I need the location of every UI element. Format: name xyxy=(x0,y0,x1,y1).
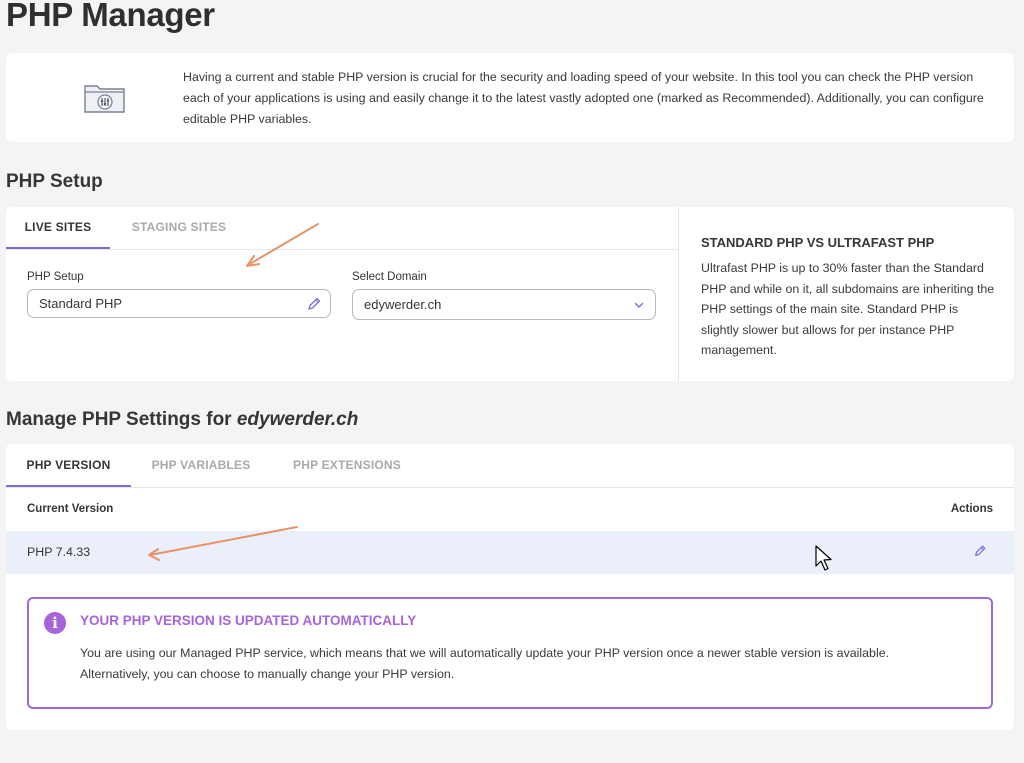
tab-php-version[interactable]: PHP VERSION xyxy=(6,444,131,487)
column-actions: Actions xyxy=(950,503,993,515)
tab-staging-sites[interactable]: STAGING SITES xyxy=(131,220,227,234)
manage-php-title-domain: edywerder.ch xyxy=(236,409,359,430)
notice-text: You are using our Managed PHP service, which means that we will automatically update your PHP version once a newer stable version is available. Alternatively, you can choose to manually change your PHP version. xyxy=(80,646,890,681)
manage-php-title xyxy=(6,409,358,431)
php-settings-tabs xyxy=(6,444,1014,488)
php-info-text: Ultrafast PHP is up to 30% faster than the Standard PHP and while on it, all subdomains are inheriting the PHP settings of the main site. Standard PHP is slightly slower but allows for per instance PHP management. xyxy=(701,261,995,358)
tab-live-sites[interactable]: LIVE SITES xyxy=(6,207,110,249)
select-domain-dropdown[interactable] xyxy=(352,289,656,320)
php-setup-field[interactable] xyxy=(27,289,331,318)
php-setup-panel xyxy=(6,207,678,381)
page-title: PHP Manager xyxy=(6,0,215,33)
php-info-panel xyxy=(678,207,1015,381)
column-current-version: Current Version xyxy=(27,503,114,515)
php-setup-value: Standard PHP xyxy=(39,296,123,311)
table-row xyxy=(6,531,1014,574)
intro-card xyxy=(6,53,1014,142)
table-header xyxy=(6,487,1014,531)
folder-sliders-icon xyxy=(82,81,128,115)
edit-version-icon[interactable] xyxy=(973,544,987,558)
intro-text: Having a current and stable PHP version is crucial for the security and loading speed of your website. In this tool you can check the PHP version each of your applications is using and easily change it to the latest vastly adopted one (marked as Recommended). Additionally, you can configure editable PHP variables. xyxy=(183,70,984,126)
php-setup-label: PHP Setup xyxy=(27,271,84,283)
tab-php-variables[interactable]: PHP VARIABLES xyxy=(151,458,251,472)
notice-title: YOUR PHP VERSION IS UPDATED AUTOMATICALLY xyxy=(80,613,417,628)
select-domain-value: edywerder.ch xyxy=(364,297,442,312)
php-info-title: STANDARD PHP VS ULTRAFAST PHP xyxy=(701,235,935,250)
php-setup-card xyxy=(6,207,1014,381)
manage-php-title-prefix: Manage PHP Settings for xyxy=(6,409,237,430)
chevron-down-icon xyxy=(631,297,647,313)
manage-php-card xyxy=(6,444,1014,730)
tab-php-extensions[interactable]: PHP EXTENSIONS xyxy=(293,458,401,472)
pencil-icon[interactable] xyxy=(306,296,322,312)
site-type-tabs xyxy=(6,207,678,250)
auto-update-notice xyxy=(27,597,993,709)
php-version-value: PHP 7.4.33 xyxy=(27,545,91,559)
info-icon: i xyxy=(44,612,66,634)
select-domain-label: Select Domain xyxy=(352,271,427,283)
php-setup-title: PHP Setup xyxy=(6,171,103,192)
